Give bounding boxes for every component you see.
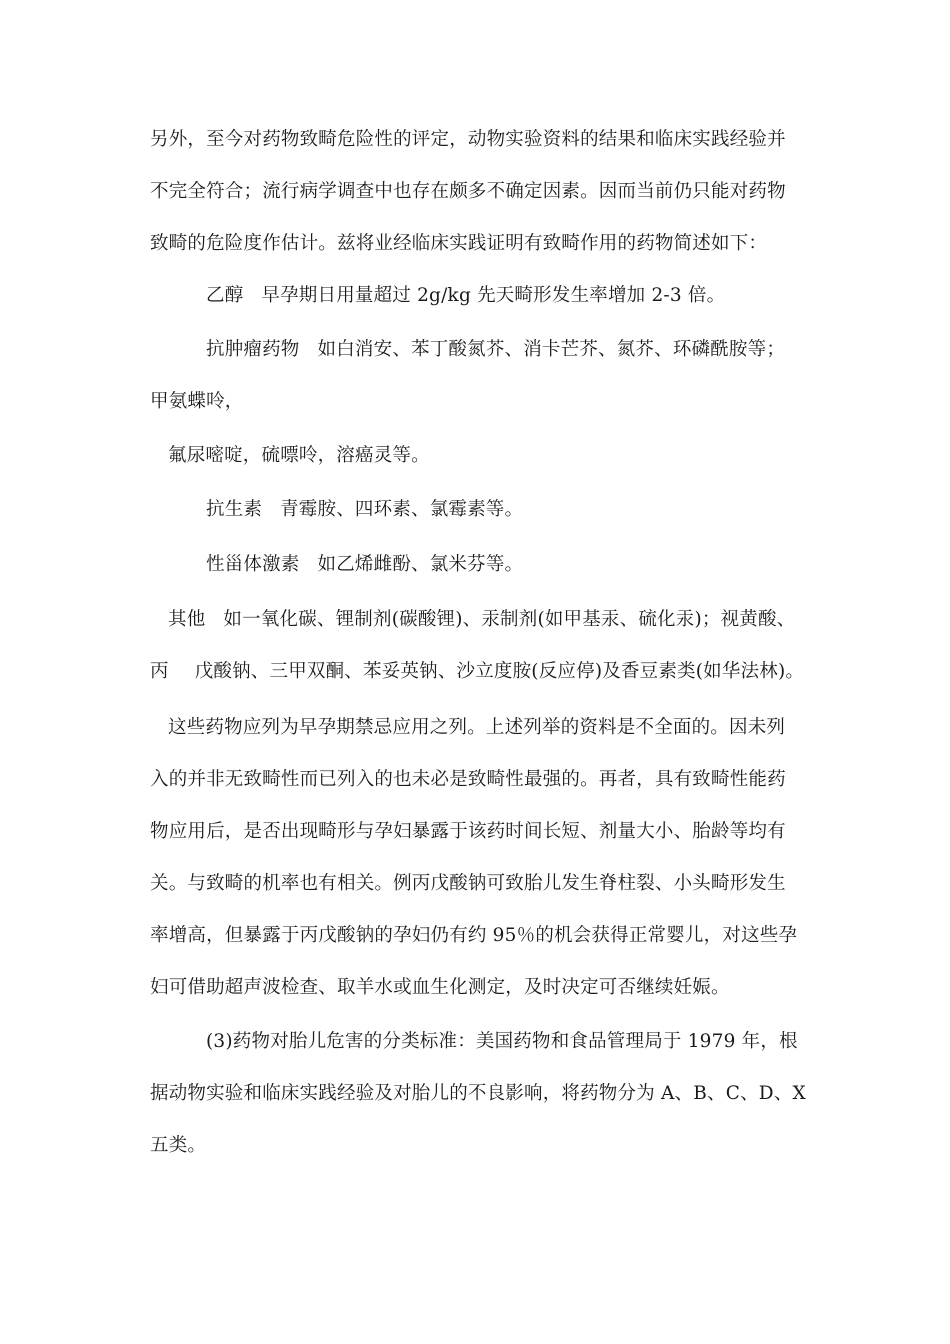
intro-line-3: 致畸的危险度作估计。兹将业经临床实践证明有致畸作用的药物简述如下： xyxy=(150,233,768,254)
item-antibiotics xyxy=(206,498,523,522)
item-other-term: 其他 xyxy=(168,609,206,630)
item-steroids-term: 性甾体激素 xyxy=(206,554,300,575)
item-ethanol-text: 早孕期日用量超过 2g/kg 先天畸形发生率增加 2-3 倍。 xyxy=(261,285,726,306)
item-steroids-text: 如乙烯雌酚、氯米芬等。 xyxy=(317,554,524,575)
item-antitumor-line-3: 氟尿嘧啶，硫嘌呤，溶癌灵等。 xyxy=(168,445,430,466)
item-antitumor-line-2: 甲氨蝶呤， xyxy=(150,391,244,412)
intro-line-2: 不完全符合；流行病学调查中也存在颇多不确定因素。因而当前仍只能对药物 xyxy=(150,181,786,202)
item-antibiotics-text: 青霉胺、四环素、氯霉素等。 xyxy=(280,499,524,520)
item-other-line-2-rest: 戊酸钠、三甲双酮、苯妥英钠、沙立度胺(反应停)及香豆素类(如华法林)。 xyxy=(194,661,805,682)
item-antibiotics-term: 抗生素 xyxy=(206,499,263,520)
item-antitumor-line-1: 如白消安、苯丁酸氮芥、消卡芒芥、氮芥、环磷酰胺等； xyxy=(317,339,786,360)
fda-line-1: (3)药物对胎儿危害的分类标准：美国药物和食品管理局于 1979 年，根 xyxy=(206,1031,798,1052)
caution-line-1: 这些药物应列为早孕期禁忌应用之列。上述列举的资料是不全面的。因未列 xyxy=(168,717,786,738)
caution-line-2: 入的并非无致畸性而已列入的也未必是致畸性最强的。再者，具有致畸性能药 xyxy=(150,769,786,790)
item-ethanol xyxy=(206,284,725,308)
item-other xyxy=(168,608,795,632)
item-ethanol-term: 乙醇 xyxy=(206,285,244,306)
intro-line-1: 另外，至今对药物致畸危险性的评定，动物实验资料的结果和临床实践经验并 xyxy=(150,129,786,150)
fda-line-3: 五类。 xyxy=(150,1135,207,1156)
fda-line-2: 据动物实验和临床实践经验及对胎儿的不良影响，将药物分为 A、B、C、D、X xyxy=(150,1083,806,1104)
caution-line-5: 率增高，但暴露于丙戊酸钠的孕妇仍有约 95％的机会获得正常婴儿，对这些孕 xyxy=(150,925,798,946)
item-other-line-2 xyxy=(150,660,804,684)
caution-line-6: 妇可借助超声波检查、取羊水或血生化测定，及时决定可否继续妊娠。 xyxy=(150,977,730,998)
item-other-line-1: 如一氧化碳、锂制剂(碳酸锂)、汞制剂(如甲基汞、硫化汞)；视黄酸、 xyxy=(223,609,796,630)
item-antitumor xyxy=(206,338,785,362)
caution-line-3: 物应用后，是否出现畸形与孕妇暴露于该药时间长短、剂量大小、胎龄等均有 xyxy=(150,821,786,842)
caution-line-4: 关。与致畸的机率也有相关。例丙戊酸钠可致胎儿发生脊柱裂、小头畸形发生 xyxy=(150,873,786,894)
item-antitumor-term: 抗肿瘤药物 xyxy=(206,339,300,360)
item-other-line-2-lead: 丙 xyxy=(150,661,169,682)
item-steroids xyxy=(206,553,523,577)
